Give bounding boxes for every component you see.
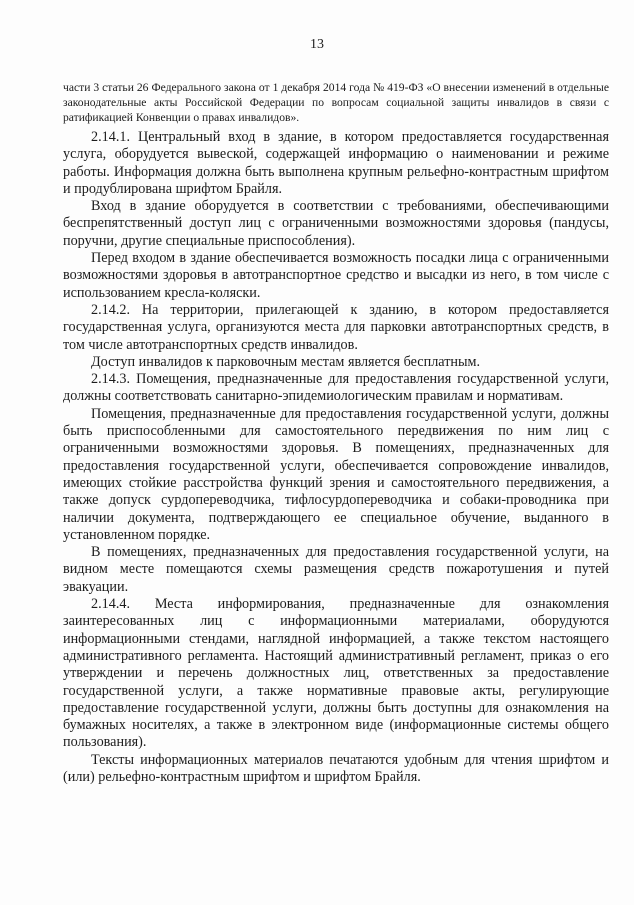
- paragraph-braille-texts: Тексты информационных материалов печатаются удобным для чтения шрифтом и (или) рельефно-контрастным шрифтом и шрифтом Брайля.: [63, 751, 609, 785]
- paragraph-evacuation-schemes: В помещениях, предназначенных для предоставления государственной услуги, на видном месте помещаются схемы размещения средств пожаротушения и путей эвакуации.: [63, 544, 609, 595]
- page-number: 13: [310, 37, 324, 52]
- paragraph-2-14-3: 2.14.3. Помещения, предназначенные для предоставления государственной услуги, должны соответствовать санитарно-эпидемиологическим правилам и нормативам.: [63, 371, 609, 405]
- paragraph-2-14-1: 2.14.1. Центральный вход в здание, в котором предоставляется государственная услуга, оборудуется вывеской, содержащей информацию о наименовании и режиме работы. Информация должна быть выполнена крупным рельефно-контрастным шрифтом и продублирована шрифтом Брайля.: [63, 129, 609, 197]
- paragraph-2-14-2: 2.14.2. На территории, прилегающей к зданию, в котором предоставляется государственная услуга, организуются места для парковки автотранспортных средств, в том числе автотранспортных средств инвалидов.: [63, 301, 609, 353]
- paragraph-boarding: Перед входом в здание обеспечивается возможность посадки лица с ограниченными возможностями здоровья в автотранспортное средство и высадки из него, в том числе с использованием кресла-коляски.: [63, 250, 609, 301]
- paragraph-premises-accessibility: Помещения, предназначенные для предоставления государственной услуги, должны быть приспособленными для самостоятельного передвижения по ним лиц с ограниченными возможностями здоровья. В помещениях, предназначенных для предоставления государственной услуги, обеспечивается сопровождение инвалидов, имеющих стойкие расстройства функций зрения и самостоятельного передвижения, а также допуск сурдопереводчика, тифлосурдопереводчика и собаки-проводника при наличии документа, подтверждающего ее специальное обучение, выданного в установленном порядке.: [63, 405, 609, 543]
- body-text: [63, 129, 609, 786]
- paragraph-entrance-equipment: Вход в здание оборудуется в соответствии с требованиями, обеспечивающими беспрепятственный доступ лиц с ограниченными возможностями здоровья (пандусы, поручни, другие специальные приспособления).: [63, 198, 609, 249]
- paragraph-2-14-4: 2.14.4. Места информирования, предназначенные для ознакомления заинтересованных лиц с информационными материалами, оборудуются информационными стендами, наглядной информацией, а также текстом настоящего административного регламента. Настоящий административный регламент, приказ о его утверждении и перечень должностных лиц, ответственных за предоставление государственной услуги, а также нормативные правовые акты, регулирующие предоставление государственной услуги, должны быть доступны для ознакомления на бумажных носителях, а также в электронном виде (информационные системы общего пользования).: [63, 596, 609, 751]
- footnote-continuation: части 3 статьи 26 Федерального закона от 1 декабря 2014 года № 419-ФЗ «О внесении изменений в отдельные законодательные акты Российской Федерации по вопросам социальной защиты инвалидов в связи с ратификацией Конвенции о правах инвалидов».: [63, 80, 609, 124]
- paragraph-free-parking: Доступ инвалидов к парковочным местам является бесплатным.: [91, 353, 481, 370]
